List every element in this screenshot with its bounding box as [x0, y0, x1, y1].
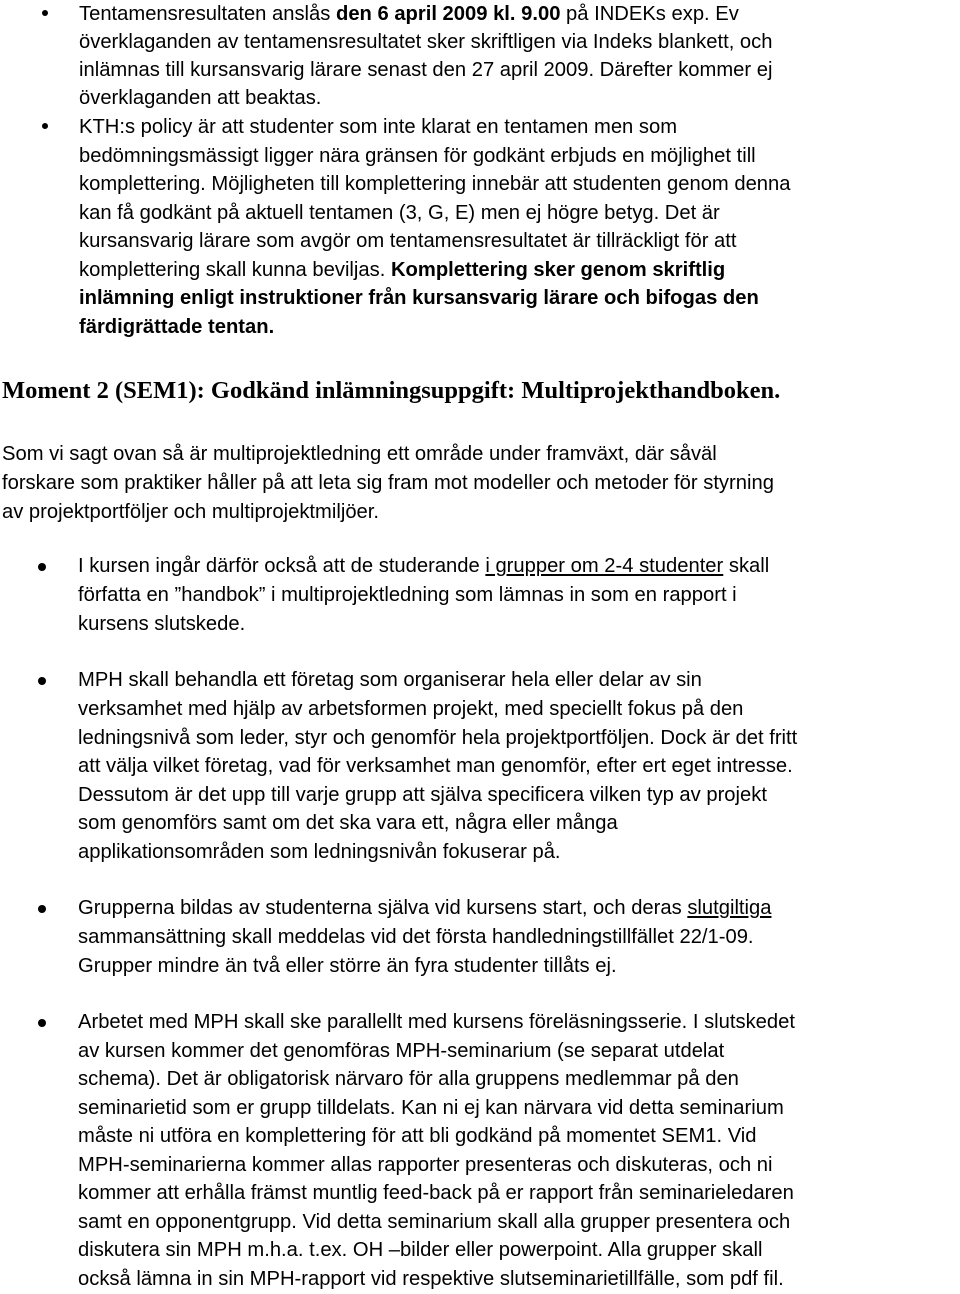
text-line: också lämna in sin MPH-rapport vid respektive slutseminarietillfälle, som pdf fil.	[78, 1268, 784, 1290]
text-line	[79, 256, 725, 284]
text-line: forskare som praktiker håller på att leta sig fram mot modeller och metoder för styrning	[2, 472, 774, 494]
intro-paragraph	[2, 440, 774, 527]
text-line: ledningsnivå som leder, styr och genomför hela projektportföljen. Dock är det fritt	[78, 727, 798, 749]
text-line: måste ni utföra en komplettering för att bli godkänd på momentet SEM1. Vid	[78, 1125, 757, 1147]
text-line	[78, 894, 771, 923]
text-line: Grupper mindre än två eller större än fyra studenter tillåts ej.	[78, 955, 617, 977]
text-line: komplettering. Möjligheten till komplettering innebär att studenten genom denna	[79, 173, 791, 195]
text-run: på INDEKs exp. Ev	[560, 3, 739, 25]
text-line: applikationsområden som ledningsnivån fokuserar på.	[78, 841, 561, 863]
text-run: Tentamensresultaten anslås	[79, 3, 336, 25]
bullet-dot	[38, 905, 46, 913]
bullet-dot	[42, 123, 48, 129]
text-line-bold: färdigrättade tentan.	[79, 316, 275, 338]
text-line: Arbetet med MPH skall ske parallellt med kursens föreläsningsserie. I slutskedet	[78, 1011, 795, 1033]
underlined-run: slutgiltiga	[687, 897, 772, 919]
text-line: överklaganden av tentamensresultatet sker skriftligen via Indeks blankett, och	[79, 31, 773, 53]
text-line: verksamhet med hjälp av arbetsformen projekt, med speciellt fokus på den	[78, 698, 744, 720]
text-line: som genomförs samt om det ska vara ett, några eller många	[78, 812, 618, 834]
text-line: samt en opponentgrupp. Vid detta seminarium skall alla grupper presentera och	[78, 1211, 791, 1233]
text-run: I kursen ingår därför också att de studerande	[78, 555, 486, 577]
text-line: seminarietid som er grupp tilldelats. Kan ni ej kan närvara vid detta seminarium	[78, 1097, 784, 1119]
text-line: kan få godkänt på aktuell tentamen (3, G, E) men ej högre betyg. Det är	[79, 202, 720, 224]
text-run: komplettering skall kunna beviljas.	[79, 259, 391, 281]
text-line: diskutera sin MPH m.h.a. t.ex. OH –bilder eller powerpoint. Alla grupper skall	[78, 1239, 763, 1261]
bullet-dot	[38, 1019, 46, 1027]
bullet-dot	[42, 10, 48, 16]
text-line: MPH skall behandla ett företag som organiserar hela eller delar av sin	[78, 669, 702, 691]
text-run: skall	[723, 555, 770, 577]
text-line: av projektportföljer och multiprojektmiljöer.	[2, 501, 379, 523]
bullet-dot	[38, 677, 46, 685]
section-heading: Moment 2 (SEM1): Godkänd inlämningsuppgift: Multiprojekthandboken.	[2, 377, 781, 404]
text-line: författa en ”handbok” i multiprojektledning som lämnas in som en rapport i	[78, 584, 737, 606]
text-line: KTH:s policy är att studenter som inte klarat en tentamen men som	[79, 116, 678, 138]
text-run: Grupperna bildas av studenterna själva vid kursens start, och deras	[78, 897, 688, 919]
bold-run: Komplettering sker genom skriftlig	[390, 259, 726, 281]
text-line: Dessutom är det upp till varje grupp att själva specificera vilken typ av projekt	[78, 784, 767, 806]
text-line: sammansättning skall meddelas vid det första handledningstillfället 22/1-09.	[78, 926, 754, 948]
bold-run-date: den 6 april 2009 kl. 9.00	[335, 3, 561, 25]
bullet-dot	[38, 563, 46, 571]
text-line: att välja vilket företag, vad för verksamhet man genomför, efter ert eget intresse.	[78, 755, 793, 777]
text-line: bedömningsmässigt ligger nära gränsen för godkänt erbjuds en möjlighet till	[79, 145, 756, 167]
text-line: Som vi sagt ovan så är multiprojektledning ett område under framväxt, där såväl	[2, 443, 717, 465]
text-line: av kursen kommer det genomföras MPH-seminarium (se separat utdelat	[78, 1040, 725, 1062]
underlined-run: i grupper om 2-4 studenter	[485, 555, 724, 577]
text-line: schema). Det är obligatorisk närvaro för alla gruppens medlemmar på den	[78, 1068, 739, 1090]
text-line	[78, 552, 769, 581]
text-line: kursansvarig lärare som avgör om tentamensresultatet är tillräckligt för att	[79, 230, 737, 252]
text-line: MPH-seminarierna kommer allas rapporter presenteras och diskuteras, och ni	[78, 1154, 773, 1176]
text-line: inlämnas till kursansvarig lärare senast den 27 april 2009. Därefter kommer ej	[79, 59, 773, 81]
text-line: kursens slutskede.	[78, 613, 246, 635]
text-line-bold: inlämning enligt instruktioner från kursansvarig lärare och bifogas den	[79, 287, 759, 309]
text-line: kommer att erhålla främst muntlig feed-back på er rapport från seminarieledaren	[78, 1182, 794, 1204]
text-line	[79, 0, 739, 28]
text-line: överklaganden att beaktas.	[79, 87, 322, 109]
